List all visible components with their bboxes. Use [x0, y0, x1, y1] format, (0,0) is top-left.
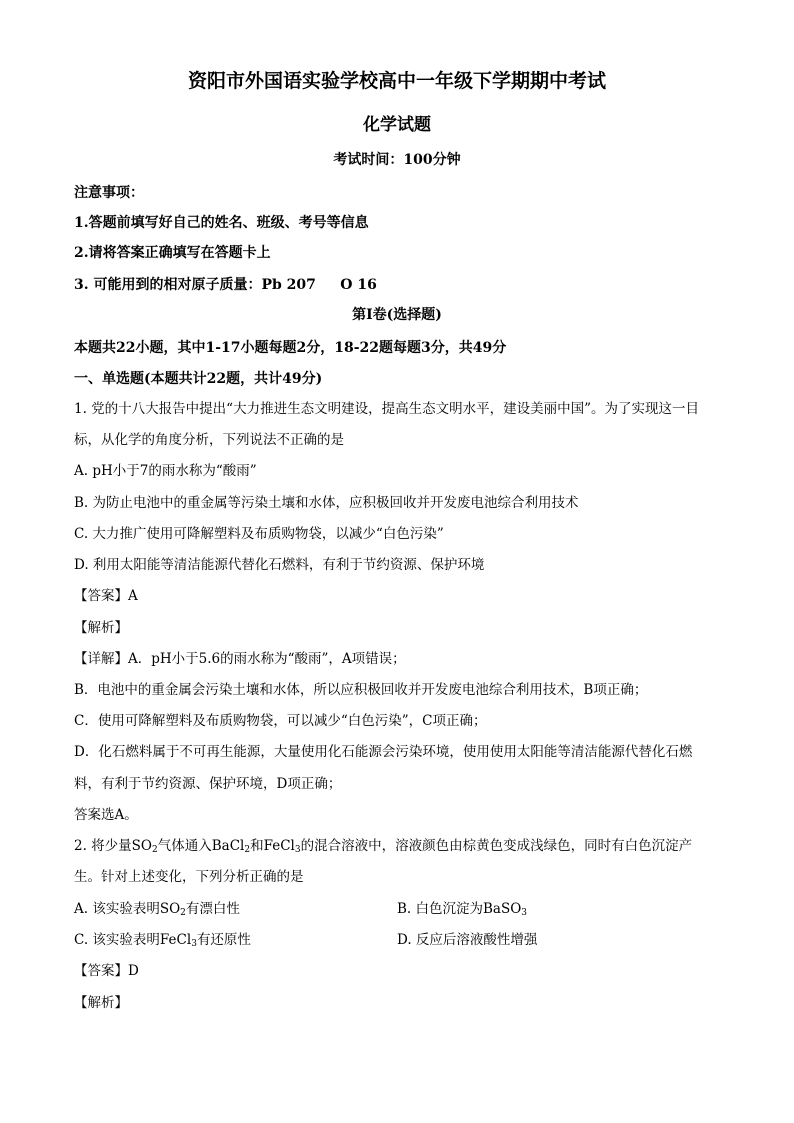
- q2-option-a: A. 该实验表明$SO_2$有漂白性: [74, 901, 240, 918]
- q2-analysis-label: 【解析】: [74, 995, 128, 1011]
- q1-option-b: B. 为防止电池中的重金属等污染土壤和水体，应积极回收并开发废电池综合利用技术: [74, 495, 579, 511]
- q2-stem-line1: 2. 将少量$SO_2$气体通入BaCl$_2$和FeCl$_3$的混合溶液中，溶液颜色由棕黄色变成浅绿色，同时有白色沉淀产: [74, 838, 693, 855]
- exam-time: 考试时间：100分钟: [333, 152, 461, 168]
- volume-title: 第I卷(选择题): [352, 307, 442, 323]
- note-item-1: 1.答题前填写好自己的姓名、班级、考号等信息: [74, 215, 369, 231]
- q2-answer: 【答案】D: [74, 963, 139, 979]
- section-summary: 本题共22小题，其中1-17小题每题2分，18-22题每题3分，共49分: [74, 340, 507, 356]
- q1-detail-line1: 【详解】A．pH小于5.6的雨水称为“酸雨”，A项错误；: [74, 651, 406, 667]
- q1-detail-line3: C．使用可降解塑料及布质购物袋，可以减少“白色污染”，C项正确；: [74, 713, 487, 729]
- q2-option-d: D. 反应后溶液酸性增强: [397, 932, 538, 948]
- q1-conclusion: 答案选A。: [74, 807, 138, 823]
- subject-title: 化学试题: [363, 115, 431, 135]
- q1-analysis-label: 【解析】: [74, 620, 128, 636]
- q2-option-b: B. 白色沉淀为BaSO$_3$: [397, 901, 528, 918]
- q1-stem-line2: 标，从化学的角度分析，下列说法不正确的是: [74, 432, 344, 448]
- notes-heading: 注意事项：: [74, 185, 144, 201]
- q2-option-c: C. 该实验表明FeCl$_3$有还原性: [74, 932, 251, 949]
- q1-option-a: A. pH小于7的雨水称为“酸雨”: [74, 463, 257, 479]
- q1-answer: 【答案】A: [74, 588, 138, 604]
- q1-detail-line4: D．化石燃料属于不可再生能源，大量使用化石能源会污染环境，使用使用太阳能等清洁能源代替化石燃: [74, 744, 693, 760]
- q2-stem-line2: 生。针对上述变化，下列分析正确的是: [74, 869, 304, 885]
- note-item-2: 2.请将答案正确填写在答题卡上: [74, 245, 271, 261]
- q1-detail-line2: B．电池中的重金属会污染土壤和水体，所以应积极回收并开发废电池综合利用技术，B项正确；: [74, 682, 648, 698]
- note-item-3: 3. 可能用到的相对原子质量：Pb 207 O 16: [74, 277, 377, 293]
- q1-stem-line1: 1. 党的十八大报告中提出“大力推进生态文明建设，提高生态文明水平，建设美丽中国”。为了实现这一目: [74, 401, 699, 417]
- exam-title: 资阳市外国语实验学校高中一年级下学期期中考试: [187, 70, 606, 92]
- q1-option-d: D. 利用太阳能等清洁能源代替化石燃料，有利于节约资源、保护环境: [74, 557, 485, 573]
- part-title: 一、单选题(本题共计22题，共计49分): [74, 371, 323, 387]
- q1-option-c: C. 大力推广使用可降解塑料及布质购物袋，以减少“白色污染”: [74, 526, 444, 542]
- q1-detail-line5: 料，有利于节约资源、保护环境，D项正确；: [74, 776, 342, 792]
